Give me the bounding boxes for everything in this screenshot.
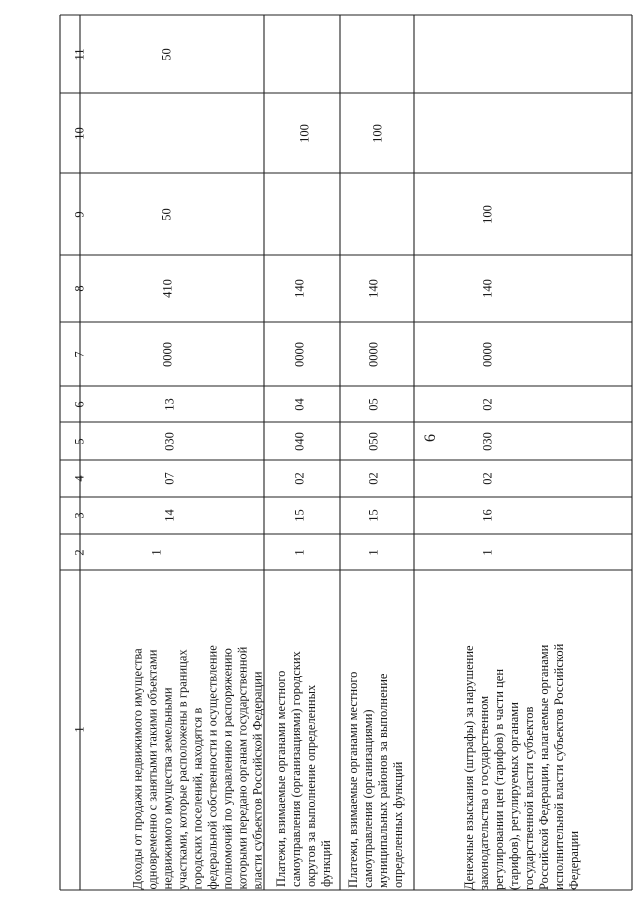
- page-number: 6: [422, 434, 439, 442]
- header-col-6: 6: [72, 401, 87, 408]
- row-4-col-6: 02: [480, 398, 495, 411]
- row-1-col-7: 0000: [160, 342, 175, 367]
- header-col-8: 8: [72, 285, 87, 292]
- row-2-col-6: 04: [292, 398, 307, 411]
- row-2-description: Платежи, взимаемые органами местного самоуправления (организациями) городских округов за выполнение определенных функций: [274, 651, 333, 887]
- row-1-col-11: 50: [159, 48, 174, 61]
- header-col-7: 7: [72, 351, 87, 358]
- row-1-col-9: 50: [159, 208, 174, 221]
- row-1-description: Доходы от продажи недвижимого имущества одновременно с занятыми такими объектами недвижимого имущества земельными участками, которые расположены в границах городских поселений, находятся в федеральной собственности и осуществление полномочий по управлению и распоряжению которыми передано органам государственной власти субъектов Российской Федерации: [130, 645, 265, 890]
- row-4-description: Денежные взыскания (штрафы) за нарушение законодательства о государственном регулировании цен (тарифов) в части цен (тарифов), регулируемых органами государственной власти субъектов Российской Федерации, налагаемые органами исполнительной власти субъектов Российской Федерации: [462, 643, 581, 890]
- row-3-col-8: 140: [366, 279, 381, 298]
- row-3-col-4: 02: [366, 472, 381, 485]
- row-3-col-6: 05: [366, 398, 381, 411]
- row-2-col-8: 140: [292, 279, 307, 298]
- row-3-col-10: 100: [370, 124, 385, 143]
- row-4-col-7: 0000: [480, 342, 495, 367]
- header-col-10: 10: [72, 127, 87, 140]
- row-1-col-8: 410: [160, 279, 175, 298]
- row-4-col-3: 16: [480, 509, 495, 522]
- row-2-col-5: 040: [292, 432, 307, 451]
- header-col-5: 5: [72, 438, 87, 445]
- row-4-col-2: 1: [480, 549, 495, 556]
- row-2-col-7: 0000: [292, 342, 307, 367]
- header-col-3: 3: [72, 512, 87, 519]
- row-2-col-2: 1: [292, 549, 307, 556]
- header-col-2: 2: [72, 549, 87, 556]
- row-2-col-3: 15: [292, 509, 307, 522]
- row-3-col-7: 0000: [366, 342, 381, 367]
- row-3-col-3: 15: [366, 509, 381, 522]
- row-1-col-4: 07: [162, 472, 177, 485]
- row-3-description: Платежи, взимаемые органами местного самоуправления (организациями) муниципальных районов за выполнение определенных функций: [346, 671, 405, 888]
- row-2-col-4: 02: [292, 472, 307, 485]
- row-4-col-9: 100: [480, 205, 495, 224]
- row-2-col-10: 100: [297, 124, 312, 143]
- row-1-col-5: 030: [162, 432, 177, 451]
- row-3-col-5: 050: [366, 432, 381, 451]
- header-col-11: 11: [72, 48, 87, 61]
- header-col-9: 9: [72, 211, 87, 218]
- row-4-col-8: 140: [480, 279, 495, 298]
- row-1-col-2: 1: [149, 549, 164, 556]
- row-1-col-6: 13: [162, 398, 177, 411]
- row-4-col-5: 030: [480, 432, 495, 451]
- header-col-1: 1: [72, 726, 87, 733]
- row-1-col-3: 14: [162, 509, 177, 522]
- row-3-col-2: 1: [366, 549, 381, 556]
- row-4-col-4: 02: [480, 472, 495, 485]
- header-col-4: 4: [72, 475, 87, 482]
